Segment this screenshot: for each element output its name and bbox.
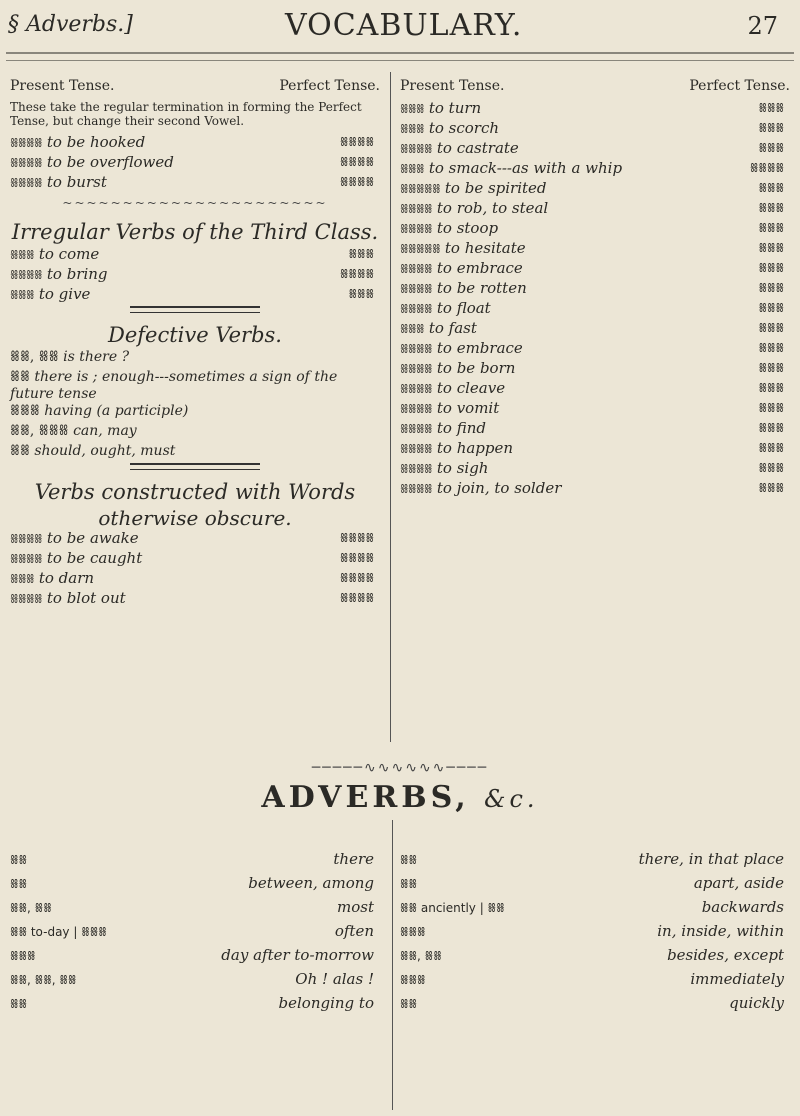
perfect-form: ꗤꗤꗤ [758, 381, 784, 395]
native-word: ꗤꗤꗤꗤ [400, 462, 433, 476]
perfect-form: ꗤꗤꗤ [758, 321, 784, 335]
native-word: ꗤꗤꗤ [10, 572, 35, 586]
english-gloss: quickly [729, 994, 784, 1012]
irregular-verbs-title: Irregular Verbs of the Third Class. [11, 220, 379, 244]
native-word: ꗤꗤꗤꗤ [10, 552, 43, 566]
english-gloss: to bring [46, 265, 108, 283]
vocab-row [400, 340, 790, 360]
native-word: ꗤꗤ [10, 853, 28, 867]
english-gloss: to be awake [46, 529, 139, 547]
perfect-form: ꗤꗤꗤ [758, 341, 784, 355]
english-gloss: to smack---as with a whip [428, 159, 623, 177]
english-gloss: to happen [436, 439, 514, 457]
right-column [400, 78, 790, 500]
english-gloss: to turn [428, 99, 482, 117]
native-word: ꗤꗤꗤ [400, 122, 425, 136]
english-gloss: there is ; enough---sometimes a sign of the future tense [10, 369, 338, 402]
adverb-row [400, 872, 790, 896]
adverb-row [10, 992, 380, 1016]
native-word: ꗤꗤꗤꗤ [10, 268, 43, 282]
perfect-form: ꗤꗤꗤ [758, 181, 784, 195]
perfect-form: ꗤꗤꗤ [348, 247, 374, 261]
native-word: ꗤꗤꗤ [10, 403, 40, 419]
native-word: ꗤꗤ, ꗤꗤꗤ [10, 423, 69, 439]
constructed-verbs-subtitle: otherwise obscure. [98, 506, 292, 530]
section-label: § Adverbs.] [8, 12, 133, 37]
page-number: 27 [747, 12, 778, 40]
native-word: ꗤꗤꗤꗤ [400, 262, 433, 276]
native-word: ꗤꗤꗤ [10, 949, 36, 963]
perfect-form: ꗤꗤꗤ [758, 461, 784, 475]
english-gloss: Oh ! alas ! [295, 970, 374, 988]
defective-verbs-title: Defective Verbs. [108, 323, 282, 347]
native-word: ꗤꗤꗤꗤꗤ [400, 182, 441, 196]
native-word: ꗤꗤꗤꗤ [400, 482, 433, 496]
adverb-row [400, 920, 790, 944]
native-word: ꗤꗤꗤ [10, 248, 35, 262]
vocab-row [10, 266, 380, 286]
native-word: ꗤꗤꗤꗤ [400, 222, 433, 236]
native-word: ꗤꗤꗤꗤ [400, 362, 433, 376]
english-gloss: to embrace [436, 259, 523, 277]
english-gloss: to join, to solder [436, 479, 562, 497]
perfect-form: ꗤꗤꗤ [758, 141, 784, 155]
column-divider [390, 72, 391, 742]
native-word: ꗤꗤꗤ [10, 288, 35, 302]
native-word: ꗤꗤꗤ [400, 102, 425, 116]
english-gloss: to darn [38, 569, 95, 587]
irregular-verbs-list [10, 246, 380, 306]
native-word: ꗤꗤꗤꗤ [400, 202, 433, 216]
vocab-row [400, 220, 790, 240]
english-gloss: having (a participle) [44, 403, 189, 419]
perfect-tense-heading: Perfect Tense. [689, 78, 790, 94]
perfect-form: ꗤꗤꗤ [758, 121, 784, 135]
adverbs-flourish: ─────∿∿∿∿∿∿──── [311, 760, 489, 776]
adverb-row [400, 992, 790, 1016]
vocab-row [10, 590, 380, 610]
native-word: ꗤꗤ [10, 443, 30, 459]
english-gloss: to scorch [428, 119, 500, 137]
native-word: ꗤꗤ, ꗤꗤ, ꗤꗤ [10, 973, 77, 987]
vocab-row [400, 300, 790, 320]
english-gloss: to be hooked [46, 133, 146, 151]
adverbs-column-divider [392, 820, 393, 1110]
english-gloss: to burst [46, 173, 107, 191]
adverb-row [10, 896, 380, 920]
present-tense-heading: Present Tense. [400, 78, 505, 94]
vocab-row [10, 134, 380, 154]
right-tense-headings [400, 78, 790, 94]
vocab-row [10, 530, 380, 550]
english-gloss: to rob, to steal [436, 199, 549, 217]
english-gloss: most [337, 898, 374, 916]
perfect-form: ꗤꗤꗤꗤ [339, 267, 374, 281]
regular-verbs-list [10, 134, 380, 194]
vocab-row [400, 460, 790, 480]
vocab-row [10, 246, 380, 266]
adverb-row [10, 968, 380, 992]
english-gloss: besides, except [667, 946, 784, 964]
constructed-verbs-title: Verbs constructed with Words [34, 480, 356, 504]
english-gloss: to vomit [436, 399, 500, 417]
perfect-form: ꗤꗤꗤ [758, 421, 784, 435]
perfect-form: ꗤꗤꗤꗤ [339, 551, 374, 565]
english-gloss: there [333, 850, 374, 868]
vocab-row [10, 423, 380, 443]
section-rule [130, 306, 260, 313]
vocab-row [10, 349, 380, 369]
english-gloss: to give [38, 285, 91, 303]
perfect-form: ꗤꗤꗤꗤ [339, 571, 374, 585]
native-word: ꗤꗤꗤꗤ [400, 442, 433, 456]
native-word: ꗤꗤ [10, 877, 28, 891]
native-word: ꗤꗤ anciently | ꗤꗤ [400, 901, 505, 915]
native-word: ꗤꗤꗤ [400, 973, 426, 987]
native-word: ꗤꗤ [400, 877, 418, 891]
native-word: ꗤꗤꗤꗤ [10, 156, 43, 170]
native-word: ꗤꗤꗤꗤꗤ [400, 242, 441, 256]
adverb-row [400, 968, 790, 992]
adverbs-left-list [10, 848, 380, 1016]
native-word: ꗤꗤꗤꗤ [400, 422, 433, 436]
native-word: ꗤꗤ [10, 369, 30, 385]
native-word: ꗤꗤ, ꗤꗤ [10, 349, 59, 365]
adverbs-title: ADVERBS, &c. [261, 780, 539, 815]
english-gloss: apart, aside [693, 874, 784, 892]
section-rule [130, 463, 260, 470]
native-word: ꗤꗤ to-day | ꗤꗤꗤ [10, 925, 107, 939]
adverb-row [10, 944, 380, 968]
vocab-row [400, 240, 790, 260]
english-gloss: to come [38, 245, 100, 263]
native-word: ꗤꗤꗤꗤ [10, 176, 43, 190]
vocab-row [10, 443, 380, 463]
adverb-row [10, 872, 380, 896]
perfect-form: ꗤꗤꗤꗤ [339, 175, 374, 189]
native-word: ꗤꗤ, ꗤꗤ [400, 949, 442, 963]
perfect-form: ꗤꗤꗤꗤ [749, 161, 784, 175]
vocab-row [400, 440, 790, 460]
english-gloss: to cleave [436, 379, 506, 397]
native-word: ꗤꗤꗤꗤ [400, 142, 433, 156]
present-tense-heading: Present Tense. [10, 78, 115, 94]
native-word: ꗤꗤꗤꗤ [400, 402, 433, 416]
english-gloss: belonging to [278, 994, 374, 1012]
perfect-form: ꗤꗤꗤ [348, 287, 374, 301]
vocab-row [10, 570, 380, 590]
english-gloss: to be rotten [436, 279, 527, 297]
perfect-form: ꗤꗤꗤ [758, 441, 784, 455]
native-word: ꗤꗤꗤꗤ [400, 342, 433, 356]
vocab-row [400, 200, 790, 220]
english-gloss: to stoop [436, 219, 499, 237]
english-gloss: in, inside, within [657, 922, 784, 940]
vocab-row [400, 100, 790, 120]
native-word: ꗤꗤꗤꗤ [10, 532, 43, 546]
vocab-row [400, 280, 790, 300]
vocab-row [10, 174, 380, 194]
perfect-form: ꗤꗤꗤ [758, 301, 784, 315]
perfect-form: ꗤꗤꗤ [758, 221, 784, 235]
adverbs-heading [0, 760, 800, 815]
constructed-verbs-list [10, 530, 380, 610]
english-gloss: to be born [436, 359, 516, 377]
english-gloss: to hesitate [444, 239, 526, 257]
adverb-row [400, 944, 790, 968]
vocab-row [400, 140, 790, 160]
native-word: ꗤꗤꗤꗤ [400, 302, 433, 316]
native-word: ꗤꗤꗤꗤ [400, 282, 433, 296]
perfect-form: ꗤꗤꗤ [758, 101, 784, 115]
defective-verbs-list [10, 349, 380, 463]
perfect-form: ꗤꗤꗤ [758, 361, 784, 375]
native-word: ꗤꗤꗤ [400, 162, 425, 176]
english-gloss: there, in that place [638, 850, 784, 868]
english-gloss: to be spirited [444, 179, 547, 197]
perfect-form: ꗤꗤꗤꗤ [339, 155, 374, 169]
english-gloss: to find [436, 419, 486, 437]
vocab-row [400, 120, 790, 140]
english-gloss: to be caught [46, 549, 143, 567]
native-word: ꗤꗤꗤ [400, 925, 426, 939]
vocab-row [400, 180, 790, 200]
right-verbs-list [400, 100, 790, 500]
english-gloss: between, among [248, 874, 374, 892]
vocab-row [400, 160, 790, 180]
english-gloss: to castrate [436, 139, 519, 157]
page-title: VOCABULARY. [285, 8, 523, 43]
vocab-row [400, 320, 790, 340]
vocab-row [400, 380, 790, 400]
vocab-row [400, 480, 790, 500]
adverb-row [400, 848, 790, 872]
english-gloss: to be overflowed [46, 153, 174, 171]
vocab-row [10, 403, 380, 423]
native-word: ꗤꗤꗤ [400, 322, 425, 336]
vocab-row [400, 260, 790, 280]
native-word: ꗤꗤꗤꗤ [400, 382, 433, 396]
adverbs-right-list [400, 848, 790, 1016]
perfect-form: ꗤꗤꗤꗤ [339, 591, 374, 605]
perfect-form: ꗤꗤꗤ [758, 241, 784, 255]
perfect-form: ꗤꗤꗤꗤ [339, 135, 374, 149]
native-word: ꗤꗤꗤꗤ [10, 136, 43, 150]
native-word: ꗤꗤ [10, 997, 28, 1011]
adverb-row [10, 848, 380, 872]
english-gloss: to embrace [436, 339, 523, 357]
english-gloss: backwards [701, 898, 784, 916]
perfect-form: ꗤꗤꗤ [758, 481, 784, 495]
vocab-row [400, 360, 790, 380]
adverb-row [400, 896, 790, 920]
english-gloss: should, ought, must [34, 443, 176, 459]
adverb-row [10, 920, 380, 944]
native-word: ꗤꗤ [400, 853, 418, 867]
english-gloss: to blot out [46, 589, 126, 607]
english-gloss: immediately [690, 970, 784, 988]
perfect-form: ꗤꗤꗤ [758, 401, 784, 415]
english-gloss: often [334, 922, 374, 940]
left-column [10, 78, 380, 610]
perfect-form: ꗤꗤꗤ [758, 201, 784, 215]
english-gloss: day after to-morrow [221, 946, 374, 964]
vocab-row [400, 400, 790, 420]
perfect-tense-heading: Perfect Tense. [279, 78, 380, 94]
perfect-form: ꗤꗤꗤ [758, 261, 784, 275]
vocab-row [400, 420, 790, 440]
intro-note: These take the regular termination in forming the Perfect Tense, but change their second Vowel. [10, 100, 362, 128]
english-gloss: is there ? [63, 349, 130, 365]
vocab-row [10, 550, 380, 570]
english-gloss: can, may [73, 423, 137, 439]
vocab-row [10, 154, 380, 174]
left-tense-headings [10, 78, 380, 94]
native-word: ꗤꗤ, ꗤꗤ [10, 901, 52, 915]
vocab-row [10, 286, 380, 306]
native-word: ꗤꗤ [400, 997, 418, 1011]
english-gloss: to fast [428, 319, 477, 337]
perfect-form: ꗤꗤꗤꗤ [339, 531, 374, 545]
native-word: ꗤꗤꗤꗤ [10, 592, 43, 606]
vocab-row [10, 369, 380, 403]
running-head [0, 0, 800, 60]
divider-flourish: ~~~~~~~~~~~~~~~~~~~~~~ [62, 196, 328, 210]
english-gloss: to float [436, 299, 491, 317]
perfect-form: ꗤꗤꗤ [758, 281, 784, 295]
header-rule [6, 52, 794, 61]
english-gloss: to sigh [436, 459, 489, 477]
